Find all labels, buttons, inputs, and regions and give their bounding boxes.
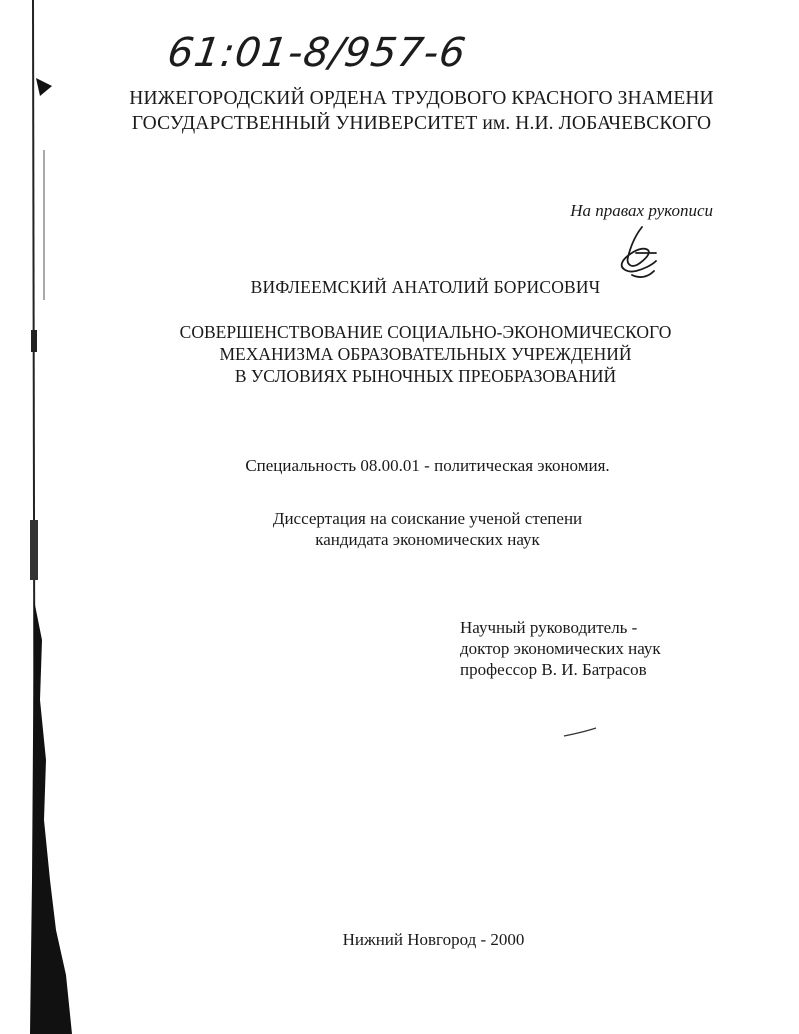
specialty: Специальность 08.00.01 - политическая экономия. bbox=[245, 456, 610, 475]
supervisor-role: Научный руководитель - bbox=[460, 618, 638, 637]
dissertation-title-line-3: В УСЛОВИЯХ РЫНОЧНЫХ ПРЕОБРАЗОВАНИЙ bbox=[234, 366, 617, 386]
university-name-line-2: ГОСУДАРСТВЕННЫЙ УНИВЕРСИТЕТ им. Н.И. ЛОБАЧЕВСКОГО bbox=[131, 113, 712, 134]
supervisor-name: профессор В. И. Батрасов bbox=[460, 660, 647, 679]
author-name: ВИФЛЕЕМСКИЙ АНАТОЛИЙ БОРИСОВИЧ bbox=[250, 277, 601, 297]
dissertation-title-line-2: МЕХАНИЗМА ОБРАЗОВАТЕЛЬНЫХ УЧРЕЖДЕНИЙ bbox=[219, 344, 632, 364]
pen-mark bbox=[562, 724, 598, 740]
degree-statement-line-2: кандидата экономических наук bbox=[315, 530, 540, 549]
supervisor-degree: доктор экономических наук bbox=[460, 639, 661, 658]
dissertation-title-line-1: СОВЕРШЕНСТВОВАНИЕ СОЦИАЛЬНО-ЭКОНОМИЧЕСКОГО bbox=[179, 322, 672, 342]
university-name-line-1: НИЖЕГОРОДСКИЙ ОРДЕНА ТРУДОВОГО КРАСНОГО ЗНАМЕНИ bbox=[129, 88, 714, 109]
author-signature bbox=[612, 223, 664, 281]
place-and-year: Нижний Новгород - 2000 bbox=[342, 930, 525, 949]
manuscript-rights-note: На правах рукописи bbox=[570, 201, 713, 220]
degree-statement-line-1: Диссертация на соискание ученой степени bbox=[272, 509, 583, 528]
handwritten-catalog-number: 61:01-8/957-6 bbox=[164, 30, 470, 76]
